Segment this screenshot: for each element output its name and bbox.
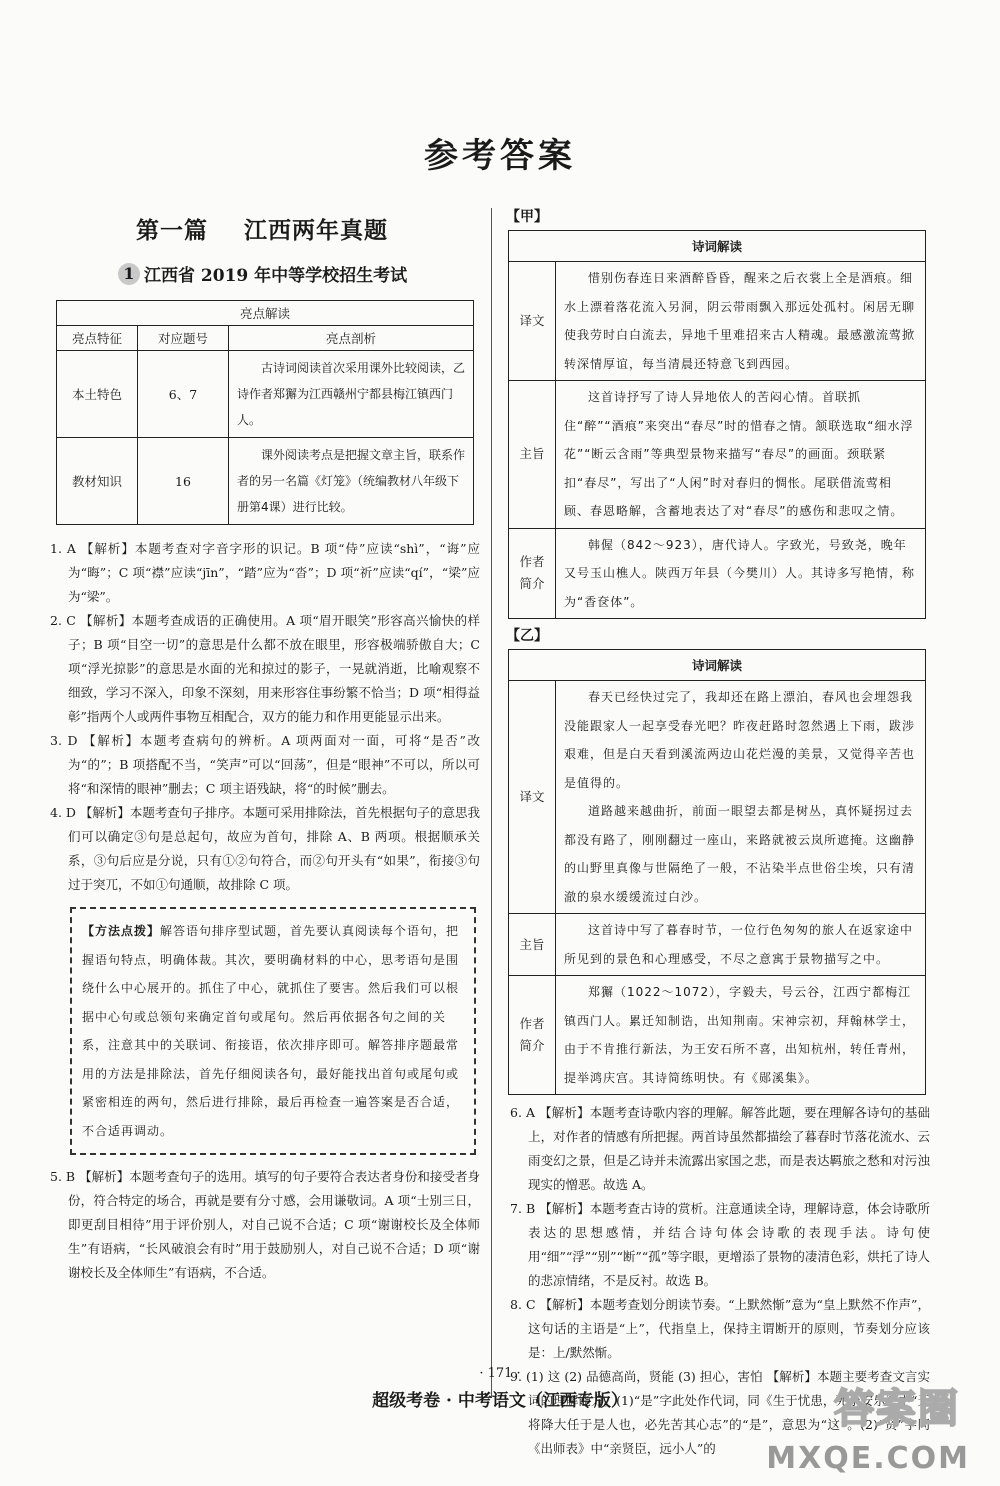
- poem-yi-label: 【乙】: [506, 628, 548, 644]
- table-header: 亮点剖析: [229, 326, 474, 351]
- table-row: [509, 528, 926, 619]
- row-text: 这首诗中写了暮春时节，一位行色匆匆的旅人在返家途中所见到的景色和心理感受，不尽之意寓于景物描写之中。: [564, 923, 914, 966]
- table-row: [509, 976, 926, 1095]
- method-tip-box: [70, 907, 476, 1155]
- row-label: 作者简介: [509, 528, 556, 619]
- exam-name: 江西省 2019 年中等学校招生考试: [144, 266, 408, 286]
- highlight-table: [56, 300, 474, 525]
- answer-item: 8. C 【解析】本题考查划分朗读节奏。“上默然惭”意为“皇上默然不作声”，这句话的主语是“上”，代指皇上，保持主谓断开的原则，节奏划分应该是：上/默然惭。: [510, 1297, 930, 1360]
- exam-heading: [118, 261, 480, 286]
- column-divider: [491, 208, 492, 1398]
- answer-item: 7. B 【解析】本题考查古诗的赏析。注意通读全诗，理解诗意，体会诗歌所表达的思想感情，并结合诗句体会诗歌的表现手法。诗句使用“细”“浮”“别”“断”“孤”等字眼，更增添了景物的凄清色彩，烘托了诗人的悲凉情绪，不是反衬。故选 B。: [510, 1201, 930, 1288]
- table-row: [509, 681, 926, 914]
- row-label: 作者简介: [509, 976, 556, 1095]
- questions-cell: 6、7: [138, 351, 229, 438]
- row-text: 韩偓（842～923），唐代诗人。字致光，号致尧，晚年又号玉山樵人。陕西万年县（今樊川）人。其诗多写艳情，称为“香奁体”。: [564, 537, 916, 609]
- answer-item: 9. (1) 这 (2) 品德高尚，贤能 (3) 担心，害怕 【解析】本题主要考查文言实词的理解能力。(1)“是”字此处作代词，同《生于忧患，死于安乐》中“天将降大任于是人也，必先苦其心志”的“是”，意思为“这”。(2)“贤”字同《出师表》中“亲贤臣，远小人”的: [510, 1369, 930, 1456]
- row-text: 这首诗抒写了诗人异地依人的苦闷心情。首联抓住“醉”“酒痕”来突出“春尽”时的惜春之情。颔联选取“细水浮花”“断云含雨”等典型景物来描写“春尽”的画面。颈联紧扣“春尽”，写出了“人闲”时对春归的惆怅。尾联借流莺相顾、春恩略解，含蓄地表达了对“春尽”的感伤和悲叹之情。: [564, 390, 914, 518]
- answer-item: 5. B 【解析】本题考查句子的选用。填写的句子要符合表达者身份和接受者身份，符合特定的场合，再就是要有分寸感，会用谦敬词。A 项“士别三日，即更刮目相待”用于评价别人，对自己说不合适；C 项“谢谢校长及全体师生”有语病，“长风破浪会有时”用于鼓励别人，对自己说不合适；D 项“谢谢校长及全体师生”有语病，不合适。: [50, 1169, 480, 1280]
- questions-cell: 16: [138, 438, 229, 525]
- row-label: 译文: [509, 681, 556, 914]
- table-row: [57, 438, 474, 525]
- section-number: 第一篇: [136, 217, 208, 244]
- left-column: [50, 212, 480, 1285]
- answer-item: 3. D 【解析】本题考查病句的辨析。A 项两面对一面，可将“是否”改为“的”；B 项搭配不当，“笑声”可以“回荡”，但是“眼神”不可以，所以可将“和深情的眼神”删去；C 项主语残缺，将“的时候”删去。: [50, 733, 480, 796]
- poem-jia-label: 【甲】: [506, 209, 548, 225]
- poem-yi-table: [508, 649, 926, 1095]
- feature-cell: 教材知识: [57, 438, 138, 525]
- table-row: [509, 262, 926, 381]
- highlight-caption: 亮点解读: [57, 301, 474, 326]
- right-column: [506, 206, 930, 1461]
- poem-jia-table: [508, 230, 926, 619]
- feature-cell: 本土特色: [57, 351, 138, 438]
- desc-cell: 课外阅读考点是把握文章主旨，联系作者的另一名篇《灯笼》（统编教材八年级下册第4课）进行比较。: [229, 438, 474, 525]
- method-tip-label: 【方法点拨】: [82, 924, 161, 938]
- watermark-logo-text: 答案圈: [834, 1386, 960, 1432]
- poem-caption: 诗词解读: [509, 650, 926, 681]
- row-text: 春天已经快过完了，我却还在路上漂泊，春风也会埋怨我没能跟家人一起享受春光吧？昨夜赶路时忽然遇上下雨，跋涉艰难，但是白天看到溪流两边山花烂漫的美景，又觉得辛苦也是值得的。: [564, 690, 916, 790]
- exam-number-badge: 1: [118, 263, 140, 285]
- answer-item: 2. C 【解析】本题考查成语的正确使用。A 项“眉开眼笑”形容高兴愉快的样子；B 项“目空一切”的意思是什么都不放在眼里，形容极端骄傲自大；C 项“浮光掠影”的意思是水面的光和掠过的影子，一晃就消逝，比喻观察不细致，学习不深入，印象不深刻，用来形容住事纷繁不恰当；D 项“相得益彰”指两个人或两件事物互相配合，双方的能力和作用更能显示出来。: [50, 613, 480, 724]
- section-heading: [136, 212, 480, 245]
- row-text: 道路越来越曲折，前面一眼望去都是树丛，真怀疑拐过去都没有路了，刚刚翻过一座山，来路就被云岚所遮掩。这幽静的山野里真像与世隔绝了一般，不沾染半点世俗尘埃，只有清澈的泉水缓缓流过白沙。: [564, 804, 916, 904]
- row-text: 郑獬（1022～1072），字毅夫，号云谷，江西宁都梅江镇西门人。累迁知制诰，出知荆南。宋神宗初，拜翰林学士，由于不肯推行新法，为王安石所不喜，出知杭州，转任青州，提举鸿庆宫。其诗简练明快。有《郧溪集》。: [564, 985, 916, 1085]
- method-tip-text: 解答语句排序型试题，首先要认真阅读每个语句，把握语句特点，明确体裁。其次，要明确材料的中心，思考语句是围绕什么中心展开的。抓住了中心，就抓住了要害。然后我们可以根据中心句或总领句来确定首句或尾句。然后再依据各句之间的关系，注意其中的关联词、衔接语，依次排序即可。解答排序题最常用的方法是排除法，首先仔细阅读各句，最好能找出首句或尾句或紧密相连的两句，然后进行排除，最后再检查一遍答案是否合适，不合适再调动。: [82, 924, 460, 1138]
- table-header: 对应题号: [138, 326, 229, 351]
- answer-item: 6. A 【解析】本题考查诗歌内容的理解。解答此题，要在理解各诗句的基础上，对作者的情感有所把握。两首诗虽然都描绘了暮春时节落花流水、云雨变幻之景，但是乙诗并未流露出家国之悲，而是表达羁旅之愁和对污浊现实的憎恶。故选 A。: [510, 1105, 930, 1192]
- table-row: [509, 381, 926, 529]
- book-title: 超级考卷 · 中考语文（江西专版）: [372, 1391, 628, 1411]
- table-row: [509, 914, 926, 976]
- watermark-url: MXQE.COM: [766, 1441, 970, 1476]
- table-header: 亮点特征: [57, 326, 138, 351]
- desc-cell: 古诗词阅读首次采用课外比较阅读，乙诗作者郑獬为江西赣州宁都县梅江镇西门人。: [229, 351, 474, 438]
- row-text: 惜别伤春连日来酒醉昏昏，醒来之后衣裳上全是酒痕。细水上漂着落花流入另洞，阴云带雨飘入那远处孤村。闲居无聊使我劳时白白流去，异地千里难招来古人精魂。最感激流莺掀转深情厚谊，每当清晨还特意飞到西园。: [564, 271, 916, 371]
- table-row: [57, 351, 474, 438]
- poem-caption: 诗词解读: [509, 231, 926, 262]
- row-label: 主旨: [509, 914, 556, 976]
- row-label: 译文: [509, 262, 556, 381]
- answer-item: 1. A 【解析】本题考查对字音字形的识记。B 项“侍”应读“shì”，“诲”应为“晦”；C 项“襟”应读“jīn”，“踏”应为“沓”；D 项“祈”应读“qí”，“梁”应为“梁”。: [50, 541, 480, 604]
- answers-list: [50, 537, 480, 897]
- page-title: 参考答案: [424, 136, 576, 176]
- page-number: · 171 ·: [479, 1366, 521, 1381]
- answer-item: 4. D 【解析】本题考查句子排序。本题可采用排除法，首先根据句子的意思我们可以确定③句是总起句，故应为首句，排除 A、B 两项。根据顺承关系，③句后应是分说，只有①②句符合，而②句开头有“如果”，衔接③句过于突兀，不如①句通顺，故排除 C 项。: [50, 805, 480, 892]
- row-label: 主旨: [509, 381, 556, 529]
- section-name: 江西两年真题: [244, 217, 389, 244]
